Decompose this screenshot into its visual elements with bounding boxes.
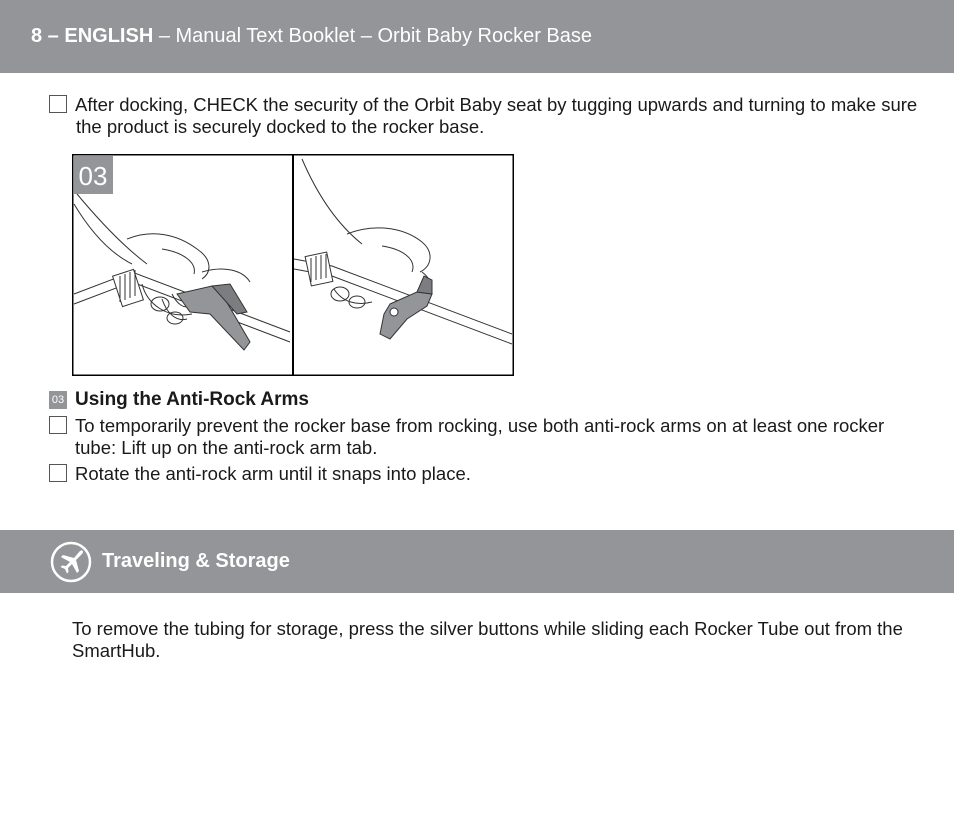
instruction-text: To temporarily prevent the rocker base from rocking, use both anti-rock arms on at least one rocker tube: Lift up on the anti-rock arm tab. — [75, 415, 885, 458]
checkbox[interactable] — [49, 95, 67, 113]
checkbox[interactable] — [49, 464, 67, 482]
section-heading-anti-rock — [49, 389, 309, 411]
airplane-icon — [50, 541, 92, 583]
page-label: 8 – ENGLISH — [31, 25, 154, 47]
anti-rock-arm-illustration — [72, 154, 514, 376]
instruction-text: Rotate the anti-rock arm until it snaps into place. — [75, 463, 471, 484]
header-title: – Manual Text Booklet – Orbit Baby Rocker Base — [153, 25, 593, 47]
storage-instructions: To remove the tubing for storage, press the silver buttons while sliding each Rocker Tube out from the SmartHub. — [72, 618, 903, 661]
instruction-rotate-arm — [49, 463, 889, 485]
instruction-text: After docking, CHECK the security of the Orbit Baby seat by tugging upwards and turning to make sure the product is securely docked to the rocker base. — [75, 94, 918, 137]
instruction-check-security — [49, 94, 929, 138]
heading-text: Using the Anti-Rock Arms — [75, 389, 310, 410]
step-badge: 03 — [49, 391, 67, 409]
instruction-lift-tab — [49, 415, 889, 459]
step-number: 03 — [78, 161, 108, 191]
section-header-traveling-storage — [0, 530, 954, 593]
illustration-figure — [72, 154, 514, 376]
section-title: Traveling & Storage — [102, 550, 290, 572]
page-header — [0, 0, 954, 73]
checkbox[interactable] — [49, 416, 67, 434]
